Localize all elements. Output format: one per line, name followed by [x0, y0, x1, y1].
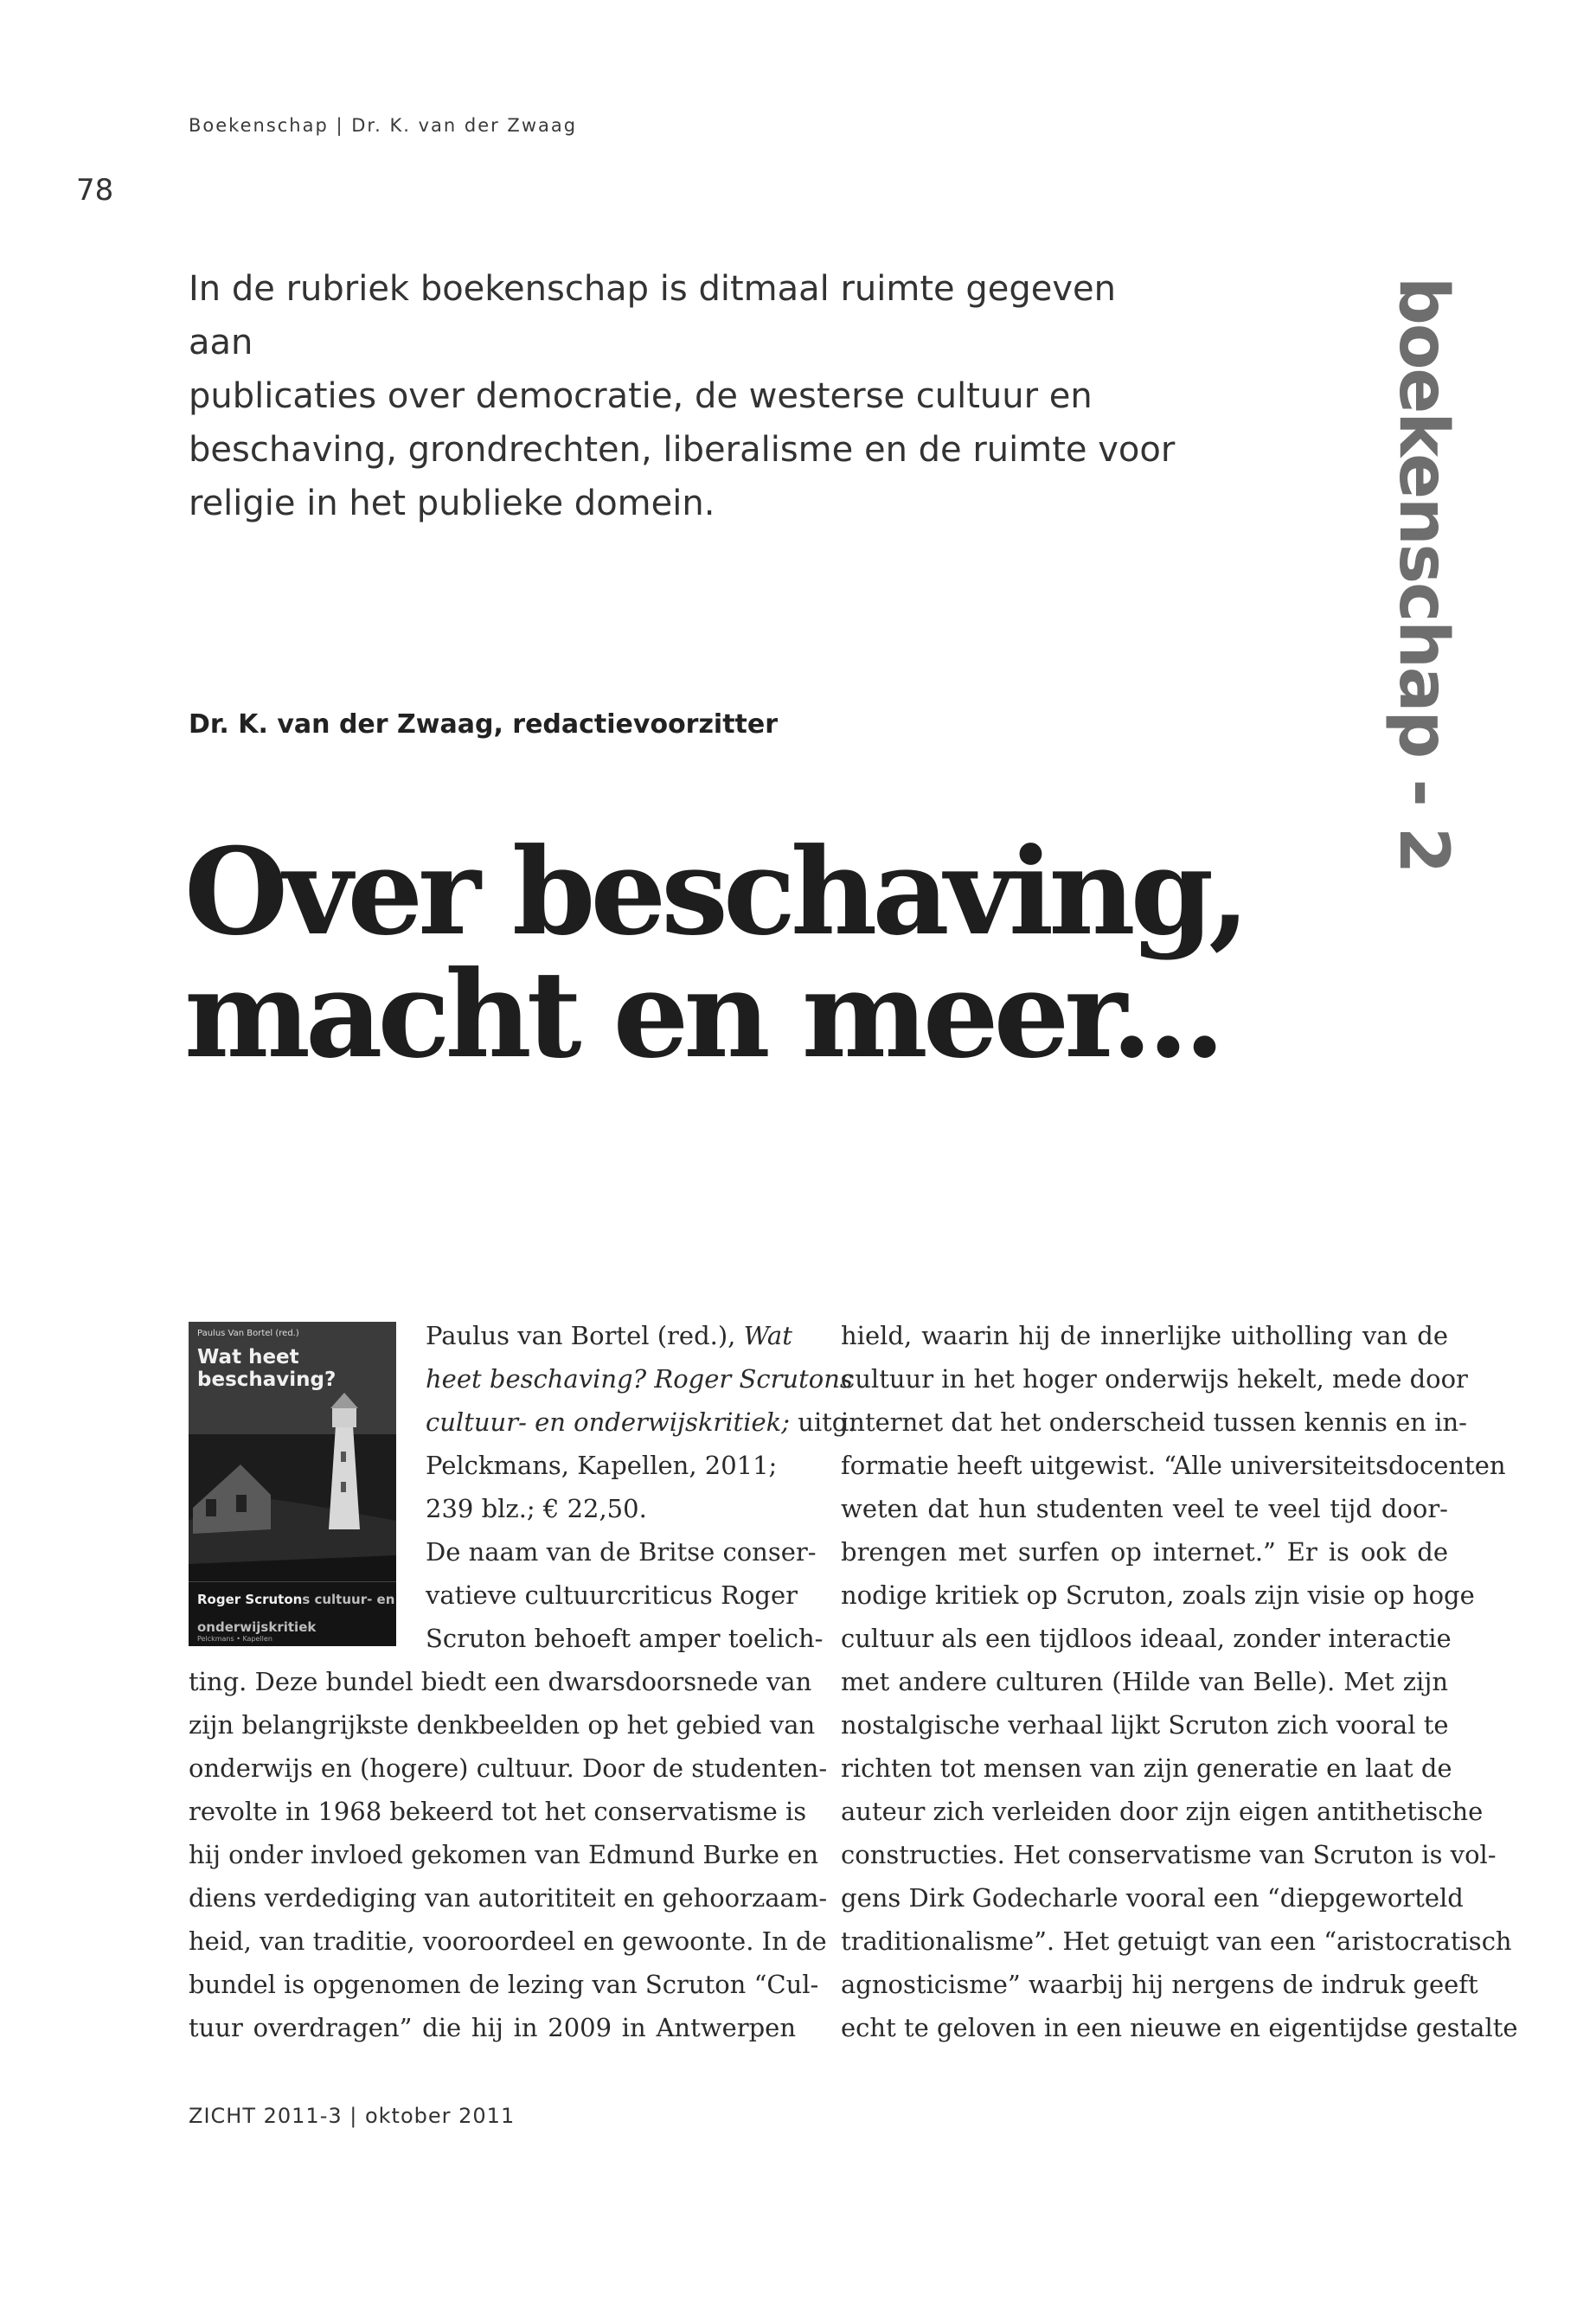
text-line: diens verdediging van autorititeit en gehoorzaam- [189, 1883, 828, 1913]
text-line: echt te geloven in een nieuwe en eigentijdse gestalte [841, 2013, 1518, 2042]
text-line: constructies. Het conservatisme van Scruton is vol- [841, 1840, 1497, 1869]
text-line: internet dat het onderscheid tussen kennis en in- [841, 1407, 1467, 1437]
text-line: ting. Deze bundel biedt een dwarsdoorsnede van [189, 1667, 812, 1696]
section-side-label: boekenschap - 2 [1384, 277, 1462, 873]
text-line: zijn belangrijkste denkbeelden op het gebied van [189, 1710, 816, 1740]
page-footer: ZICHT 2011-3 | oktober 2011 [189, 2104, 516, 2128]
review-column-a [426, 1314, 856, 1660]
review-column-c [841, 1314, 1518, 2049]
intro-line: religie in het publieke domein. [189, 484, 715, 523]
cover-subtitle-rest: s cultuur- en [302, 1592, 395, 1607]
text-line [426, 1400, 856, 1444]
intro-line: beschaving, grondrechten, liberalisme en de ruimte voor [189, 430, 1176, 470]
cover-subtitle-line2: onderwijskritiek [197, 1619, 317, 1635]
text-line: traditionalisme”. Het getuigt van een “aristocratisch [841, 1926, 1512, 1956]
text-line: agnosticisme” waarbij hij nergens de indruk geeft [841, 1970, 1478, 1999]
text-line: cultuur als een tijdloos ideaal, zonder interactie [841, 1624, 1452, 1653]
title-line-2: macht en meer... [184, 944, 1221, 1085]
citation-title-word: Wat [743, 1321, 792, 1350]
text-line: onderwijs en (hogere) cultuur. Door de studenten- [189, 1753, 828, 1783]
text-line: met andere culturen (Hilde van Belle). Met zijn [841, 1667, 1448, 1696]
article-title [184, 821, 1309, 1085]
text-line: hij onder invloed gekomen van Edmund Burke en [189, 1840, 819, 1869]
text-line: auteur zich verleiden door zijn eigen antithetische [841, 1797, 1484, 1826]
citation-subtitle: cultuur- en onderwijskritiek; [426, 1407, 790, 1437]
text-line: formatie heeft uitgewist. “Alle universiteitsdocenten [841, 1451, 1506, 1480]
review-column-b [189, 1660, 828, 2049]
text-line: weten dat hun studenten veel te veel tijd door- [841, 1494, 1448, 1523]
page-number: 78 [76, 173, 114, 208]
text-line: richten tot mensen van zijn generatie en laat de [841, 1753, 1452, 1783]
book-cover-image [189, 1322, 396, 1646]
text-line: revolte in 1968 bekeerd tot het conservatisme is [189, 1797, 807, 1826]
intro-line: In de rubriek boekenschap is ditmaal ruimte gegeven aan [189, 269, 1116, 362]
text-line: De naam van de Britse conser- [426, 1537, 817, 1567]
cover-author: Paulus Van Bortel (red.) [197, 1329, 299, 1338]
cover-title: Wat heet beschaving? [197, 1346, 337, 1391]
intro-paragraph [189, 262, 1183, 530]
cover-subtitle-author-name: Roger Scruton [197, 1592, 303, 1607]
citation-title: heet beschaving? Roger Scrutons [426, 1364, 853, 1394]
text-line: gens Dirk Godecharle vooral een “diepgeworteld [841, 1883, 1464, 1913]
running-header: Boekenschap | Dr. K. van der Zwaag [189, 115, 578, 136]
cover-subtitle-author [197, 1592, 394, 1607]
text-line: nostalgische verhaal lijkt Scruton zich vooral te [841, 1710, 1449, 1740]
text-line: Pelckmans, Kapellen, 2011; [426, 1451, 778, 1480]
text-line: heid, van traditie, vooroordeel en gewoonte. In de [189, 1926, 827, 1956]
intro-line: publicaties over democratie, de westerse cultuur en [189, 376, 1093, 416]
text-line [426, 1357, 853, 1400]
cover-publisher: Pelckmans • Kapellen [197, 1635, 272, 1643]
text-line: brengen met surfen op internet.” Er is ook de [841, 1537, 1448, 1567]
byline: Dr. K. van der Zwaag, redactievoorzitter [189, 709, 779, 740]
text-line: tuur overdragen” die hij in 2009 in Antwerpen [189, 2013, 796, 2042]
text-line: cultuur in het hoger onderwijs hekelt, mede door [841, 1364, 1468, 1394]
citation-uitg: uitg. [789, 1407, 856, 1437]
text-line: hield, waarin hij de innerlijke uitholling van de [841, 1321, 1448, 1350]
text-line: 239 blz.; € 22,50. [426, 1494, 647, 1523]
text-line: Scruton behoeft amper toelich- [426, 1624, 824, 1653]
text-line [426, 1314, 798, 1357]
title-line-1: Over beschaving, [184, 821, 1246, 962]
citation-author: Paulus van Bortel (red.), [426, 1321, 744, 1350]
text-line: bundel is opgenomen de lezing van Scruton “Cul- [189, 1970, 819, 1999]
text-line: nodige kritiek op Scruton, zoals zijn visie op hoge [841, 1580, 1475, 1610]
text-line: vatieve cultuurcriticus Roger [426, 1580, 798, 1610]
